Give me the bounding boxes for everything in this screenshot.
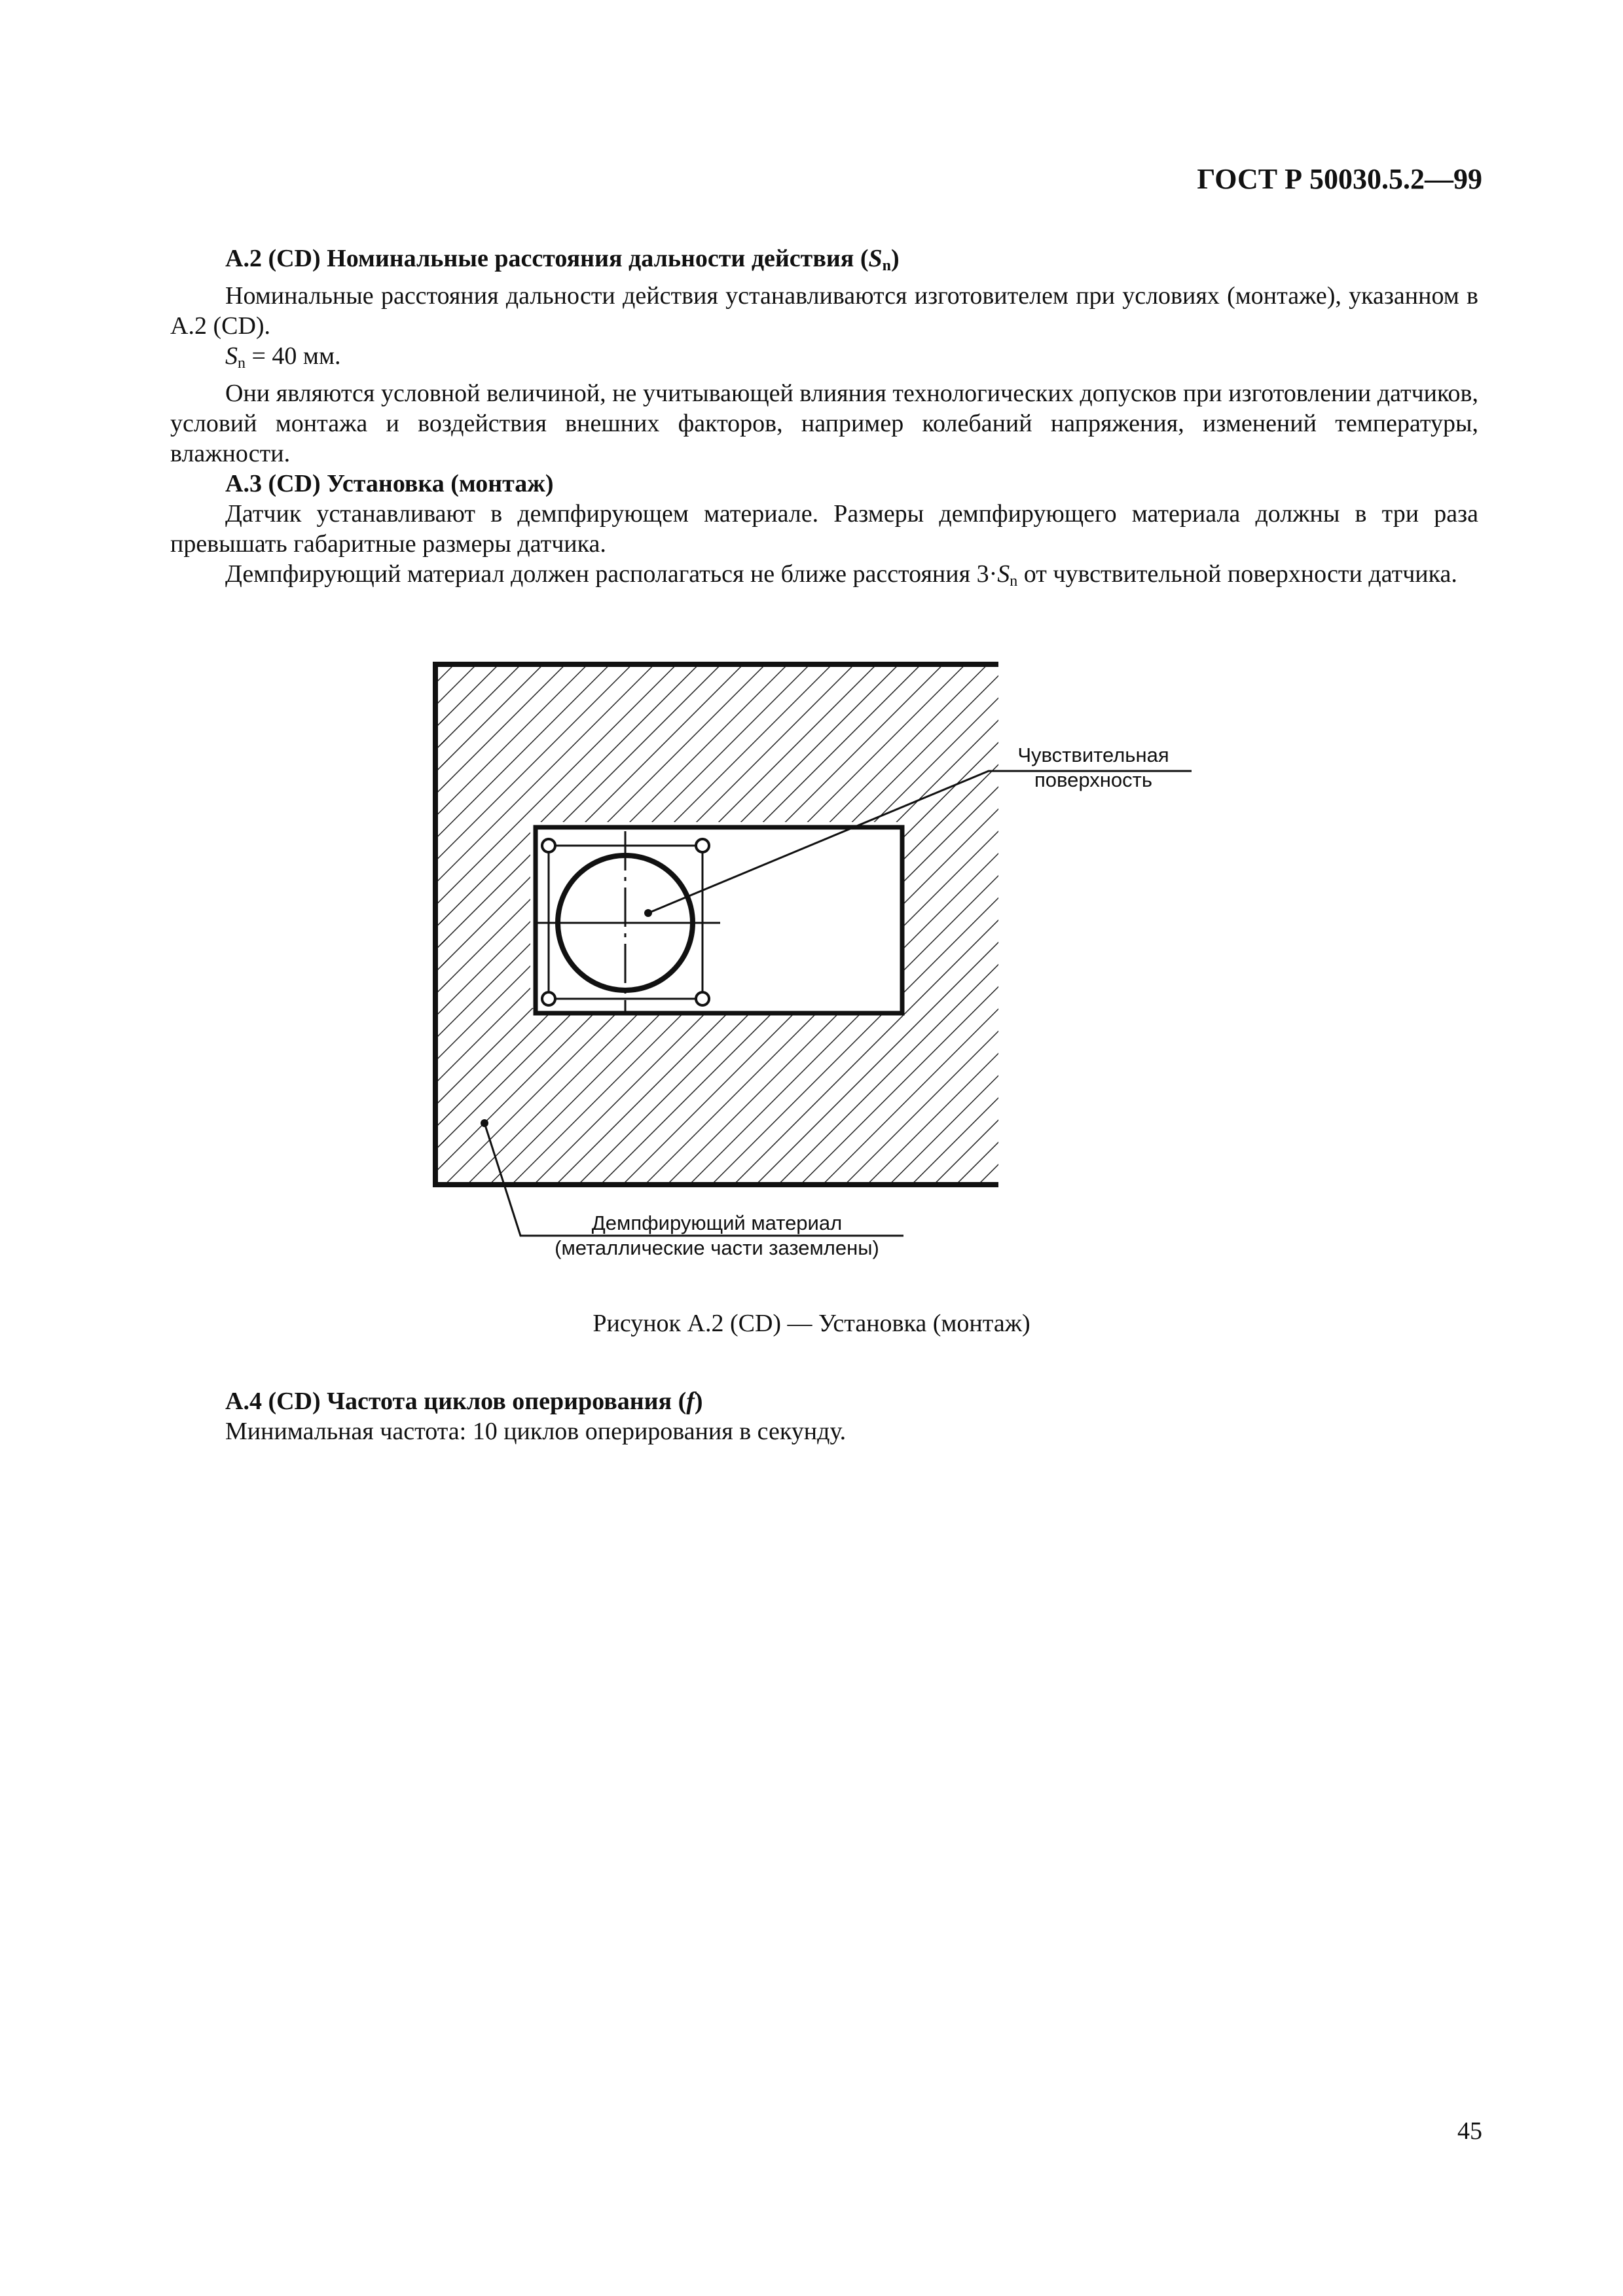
heading-a4-close: ) <box>694 1388 703 1415</box>
formula-subscript: n <box>238 355 246 372</box>
label-sensitive-line2: поверхность <box>1034 768 1152 791</box>
page-number: 45 <box>1457 2117 1482 2145</box>
label-sensitive-line1: Чувствительная <box>1017 744 1169 766</box>
heading-a2-subscript: n <box>882 257 891 274</box>
main-text-block <box>170 243 1478 596</box>
formula-symbol: S <box>225 342 238 370</box>
heading-a2-text: А.2 (CD) Номинальные расстояния дальности действия ( <box>225 245 869 272</box>
paragraph-a2-1: Номинальные расстояния дальности действия устанавливаются изготовителем при условиях (монтаже), указанном в А.2 (CD). <box>170 282 1478 340</box>
section-a4-block <box>170 1386 1478 1446</box>
heading-a4-symbol: f <box>686 1388 695 1415</box>
formula-value: = 40 мм. <box>246 342 341 370</box>
paragraph-a3-2 <box>170 559 1478 596</box>
label-damping-line2: (металлические части заземлены) <box>555 1236 879 1259</box>
paragraph-a3-2-subscript: n <box>1010 573 1018 590</box>
document-code: ГОСТ Р 50030.5.2—99 <box>1197 163 1482 195</box>
label-damping-line1: Демпфирующий материал <box>591 1211 843 1234</box>
heading-a2-symbol: S <box>868 245 883 272</box>
heading-a2-close: ) <box>890 245 900 272</box>
paragraph-a2-2: Они являются условной величиной, не учитывающей влияния технологических допусков при изготовлении датчиков, условий монтажа и воздействия внешних факторов, например колебаний напряжения, изменений температуры, влажности. <box>170 380 1478 467</box>
paragraph-a3-2-symbol: S <box>997 560 1010 588</box>
label-sensitive-surface <box>989 743 1198 793</box>
heading-a4 <box>170 1386 1478 1416</box>
heading-a4-text: А.4 (CD) Частота циклов оперирования ( <box>225 1388 687 1415</box>
label-damping-material <box>517 1211 917 1261</box>
paragraph-a3-2-rest: от чувствительной поверхности датчика. <box>1017 560 1457 588</box>
heading-a3: А.3 (CD) Установка (монтаж) <box>225 470 554 497</box>
figure-caption: Рисунок А.2 (CD) — Установка (монтаж) <box>593 1310 1030 1337</box>
formula-sn <box>170 341 1478 378</box>
figure-installation <box>419 655 1205 1283</box>
paragraph-a4-1: Минимальная частота: 10 циклов оперирования в секунду. <box>225 1418 847 1445</box>
paragraph-a3-1: Датчик устанавливают в демпфирующем материале. Размеры демпфирующего материала должны в три раза превышать габаритные размеры датчика. <box>170 500 1478 558</box>
paragraph-a3-2-text: Демпфирующий материал должен располагаться не ближе расстояния 3· <box>225 560 998 588</box>
heading-a2 <box>170 243 1478 281</box>
